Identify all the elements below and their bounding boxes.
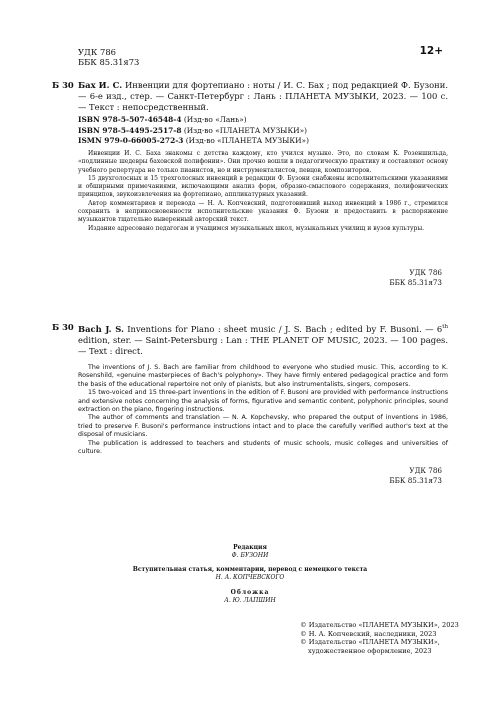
credit-name: Н. А. КОПЧЕВСКОГО bbox=[215, 574, 285, 581]
ru-annotation-paragraph: Издание адресовано педагогам и учащимся музыкальных школ, музыкальных училищ и вузов культуры. bbox=[88, 224, 424, 232]
ru-classification bbox=[389, 268, 442, 287]
copyright-line: © Издательство «ПЛАНЕТА МУЗЫКИ», 2023 bbox=[300, 621, 459, 629]
credit-name: Ф. БУЗОНИ bbox=[231, 552, 269, 559]
ru-annotation-paragraph: Инвенции И. С. Баха знакомы с детства каждому, кто учился музыке. Это, по словам К. Розеншильда, «подлинные шедевры баховской полифонии». Они прочно вошли в педагогическую практику и составляют основу учебного репертуара не только пианистов, но и инструменталистов, певцов, композиторов. bbox=[78, 150, 448, 174]
en-classification bbox=[389, 466, 442, 485]
en-annotation-paragraph: The publication is addressed to teachers and students of music schools, music colleges and universities of culture. bbox=[78, 439, 448, 456]
ru-author: Бах И. С. bbox=[78, 80, 123, 90]
isbn-line: ISBN 978-5-4495-2517-8 (Изд-во «ПЛАНЕТА МУЗЫКИ») bbox=[78, 125, 308, 135]
copyright-line: © Н. А. Копчевский, наследники, 2023 bbox=[300, 629, 437, 638]
en-bbk: ББК 85.31я73 bbox=[389, 475, 442, 485]
en-author: Bach J. S. bbox=[78, 323, 124, 334]
en-annotation-paragraph: The inventions of J. S. Bach are familiar from childhood to everyone who studied music. This, according to K. Rosenshild, «genuine masterpieces of Bach's polyphony». They have firmly entered pedagogical practice and form the basis of the educational repertoire not only of pianists, but also instrumentalists, singers, composers. bbox=[78, 364, 448, 388]
en-annotation-paragraph: The author of comments and translation — N. A. Kopchevsky, who prepared the output of inventions in 1986, tried to preserve F. Busoni's performance instructions intact and to place the carefully verified author's text at the disposal of musicians. bbox=[78, 414, 448, 439]
credit-cover bbox=[0, 589, 500, 605]
copyright-line: художественное оформление, 2023 bbox=[308, 646, 432, 655]
credit-name: А. Ю. ЛАПШИН bbox=[224, 597, 276, 604]
ru-isbn-list bbox=[78, 115, 309, 147]
en-udk: УДК 786 bbox=[409, 466, 442, 475]
en-citation: Bach J. S. Inventions for Piano : sheet music / J. S. Bach ; edited by F. Busoni. — 6th edition, ster. — Saint-Petersburg : Lan : THE PLANET OF MUSIC, 2023. — 100 pages. — Text : direct. bbox=[78, 323, 448, 356]
copyright-block bbox=[300, 621, 459, 655]
credit-heading: Редакция bbox=[233, 544, 267, 551]
ru-annotation-paragraph: Автор комментариев и перевода — Н. А. Копчевский, подготовивший выход инвенций в 1986 г., стремился сохранить в неприкосновенности исполнительские указания Ф. Бузони и предоставить в распоряжение музыкантов тщательно выверенный авторский текст. bbox=[78, 199, 448, 224]
isbn-line: ISBN 978-5-507-46548-4 (Изд-во «Лань») bbox=[78, 115, 247, 124]
credit-editor bbox=[0, 544, 500, 560]
ru-udk: УДК 786 bbox=[409, 268, 442, 277]
ru-author-code: Б 30 bbox=[52, 80, 74, 90]
credit-commentary bbox=[0, 566, 500, 582]
ru-bbk: ББК 85.31я73 bbox=[389, 277, 442, 287]
en-annotation bbox=[78, 364, 448, 456]
credit-heading: Обложка bbox=[230, 589, 270, 596]
header-bbk: ББК 85.31я73 bbox=[78, 57, 140, 67]
copyright-line: © Издательство «ПЛАНЕТА МУЗЫКИ», bbox=[300, 638, 440, 647]
ru-citation bbox=[78, 80, 448, 113]
age-rating: 12+ bbox=[419, 45, 443, 57]
header-udk: УДК 786 bbox=[78, 47, 116, 57]
ru-annotation-paragraph: 15 двухголосных и 15 трехголосных инвенций в редакции Ф. Бузони снабжены исполнительскими указаниями и обширными примечаниями, включающими анализ форм, образно-смыслового содержания, полифонических принципов, звукоизвлечения на фортепиано, аппликатурных указаний. bbox=[78, 174, 448, 199]
ru-citation-text: Инвенции для фортепиано : ноты / И. С. Бах ; под редакцией Ф. Бузони. — 6-е изд., стер. — Санкт-Петербург : Лань : ПЛАНЕТА МУЗЫКИ, 2023. — 100 с. — Текст : непосредственный. bbox=[78, 80, 448, 112]
ru-annotation bbox=[78, 150, 448, 233]
ismn-line: ISMN 979-0-66005-272-3 (Изд-во «ПЛАНЕТА МУЗЫКИ») bbox=[78, 136, 309, 146]
en-annotation-paragraph: 15 two-voiced and 15 three-part inventions in the edition of F. Busoni are provided with performance instructions and extensive notes concerning the analysis of forms, figurative and semantic content, polyphonic principles, sound extraction on the piano, fingering instructions. bbox=[78, 389, 448, 414]
en-author-code: Б 30 bbox=[52, 322, 74, 332]
header-classification bbox=[78, 47, 139, 67]
credit-heading: Вступительная статья, комментарии, перевод с немецкого текста bbox=[132, 566, 368, 573]
